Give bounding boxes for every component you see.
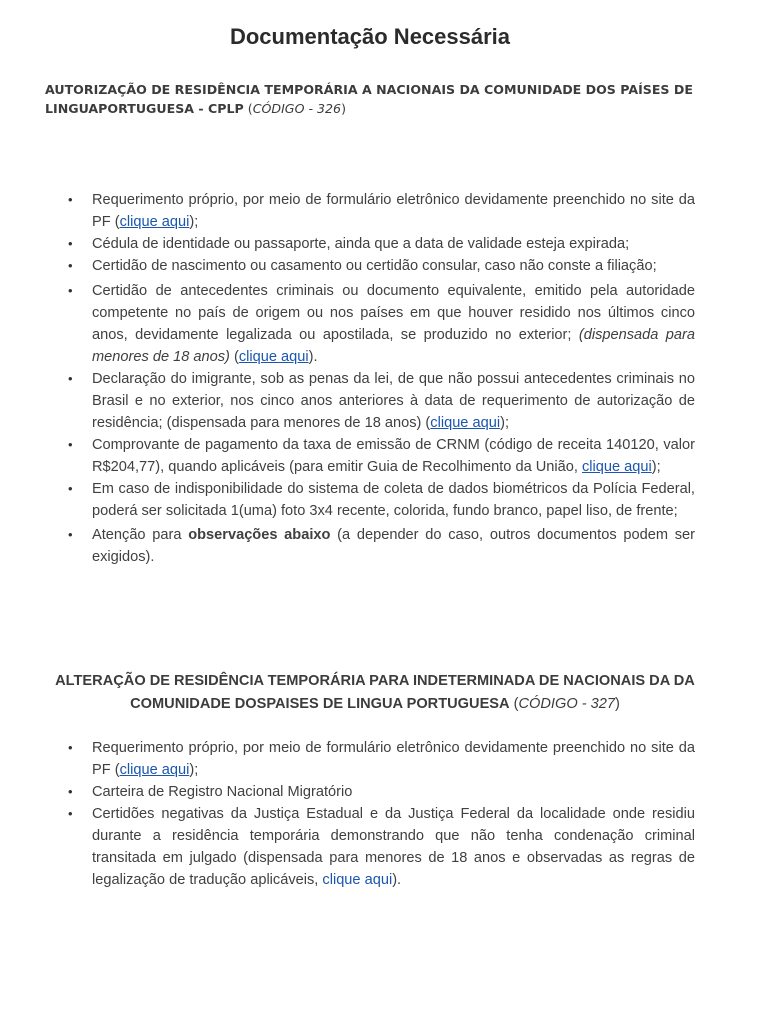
- clique-aqui-link[interactable]: clique aqui: [430, 415, 501, 431]
- section1-code: (CÓDIGO - 326): [243, 101, 346, 116]
- list-item: • Certidão de nascimento ou casamento ou certidão consular, caso não conste a filiação;: [92, 255, 695, 277]
- section1-heading: [45, 80, 705, 118]
- clique-aqui-link[interactable]: clique aqui: [119, 214, 190, 230]
- clique-aqui-link[interactable]: clique aqui: [238, 349, 309, 365]
- section2-heading: [50, 670, 700, 716]
- list-item: • Atenção para observações abaixo (a depender do caso, outros documentos podem ser exigidos).: [92, 524, 695, 568]
- list-item: • Cédula de identidade ou passaporte, ainda que a data de validade esteja expirada;: [92, 233, 695, 255]
- section2-code: (CÓDIGO - 327): [509, 696, 620, 712]
- list-item: • Comprovante de pagamento da taxa de emissão de CRNM (código de receita 140120, valor R$204,77), quando aplicáveis (para emitir Guia de Recolhimento da União, clique aqui);: [92, 434, 695, 478]
- clique-aqui-link[interactable]: clique aqui: [322, 872, 393, 888]
- observacoes-abaixo-emphasis: observações abaixo: [188, 527, 331, 543]
- list-item: • Certidões negativas da Justiça Estadual e da Justiça Federal da localidade onde residiu durante a residência temporária demonstrando que não tenha condenação criminal transitada em julgado (dispensada para menores de 18 anos e observadas as regras de legalização de tradução aplicáveis, clique aqui).: [92, 803, 695, 891]
- list-item: • Requerimento próprio, por meio de formulário eletrônico devidamente preenchido no site da PF (clique aqui);: [92, 737, 695, 781]
- list-item: • Carteira de Registro Nacional Migratório: [92, 781, 695, 803]
- list-item: • Requerimento próprio, por meio de formulário eletrônico devidamente preenchido no site da PF (clique aqui);: [92, 189, 695, 233]
- section1-heading-text: AUTORIZAÇÃO DE RESIDÊNCIA TEMPORÁRIA A NACIONAIS DA COMUNIDADE DOS PAÍSES DE LINGUAPORTUGUESA - CPLP: [45, 82, 693, 116]
- section2-requirements-list: [92, 737, 695, 891]
- clique-aqui-link[interactable]: clique aqui: [119, 762, 190, 778]
- list-item: • Em caso de indisponibilidade do sistema de coleta de dados biométricos da Polícia Federal, poderá ser solicitada 1(uma) foto 3x4 recente, colorida, fundo branco, papel liso, de frente;: [92, 478, 695, 522]
- section1-requirements-list: [92, 189, 695, 568]
- list-item: • Declaração do imigrante, sob as penas da lei, de que não possui antecedentes criminais no Brasil e no exterior, nos cinco anos anteriores à data de requerimento de autorização de residência; (dispensada para menores de 18 anos) (clique aqui);: [92, 368, 695, 434]
- section2-heading-text: ALTERAÇÃO DE RESIDÊNCIA TEMPORÁRIA PARA INDETERMINADA DE NACIONAIS DA DA COMUNIDADE DOSPAISES DE LINGUA PORTUGUESA: [55, 673, 695, 712]
- clique-aqui-link[interactable]: clique aqui: [581, 459, 652, 475]
- page-title: Documentação Necessária: [229, 24, 511, 49]
- list-item: • Certidão de antecedentes criminais ou documento equivalente, emitido pela autoridade competente no país de origem ou nos países em que houver residido nos últimos cinco anos, devidamente legalizada ou apostilada, se produzido no exterior; (dispensada para menores de 18 anos) (clique aqui).: [92, 280, 695, 368]
